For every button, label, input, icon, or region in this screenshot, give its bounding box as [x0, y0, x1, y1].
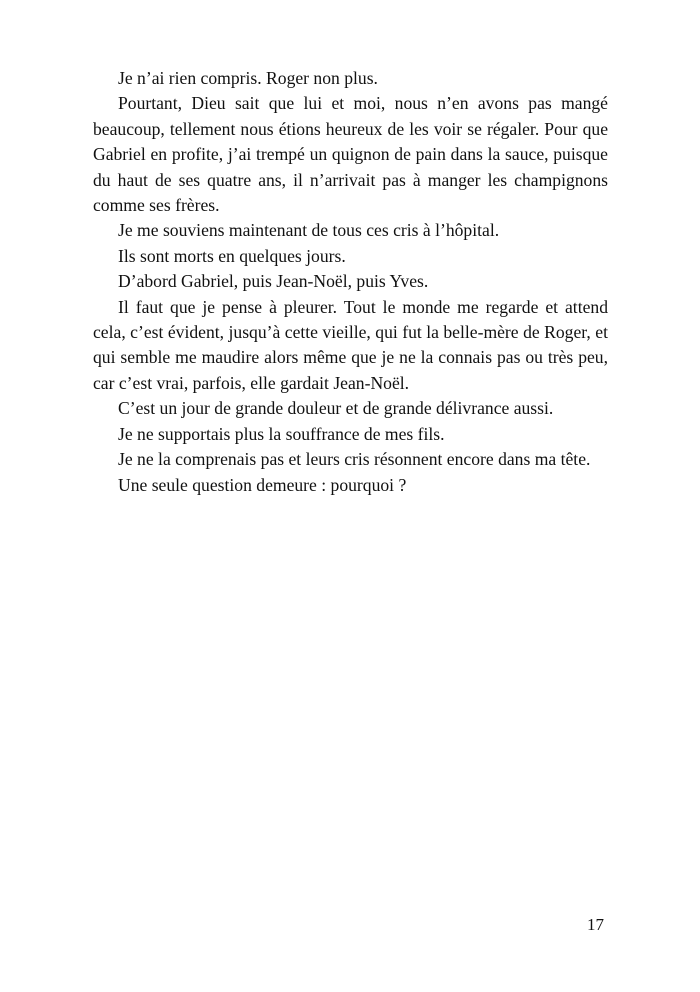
page-number: 17 [587, 915, 604, 934]
body-text [93, 66, 608, 498]
paragraph: Ils sont morts en quelques jours. [118, 245, 346, 266]
paragraph: Je ne la comprenais pas et leurs cris résonnent encore dans ma tête. [118, 449, 591, 470]
paragraph: Je me souviens maintenant de tous ces cris à l’hôpital. [118, 220, 500, 241]
paragraph: D’abord Gabriel, puis Jean-Noël, puis Yves. [118, 271, 429, 292]
paragraph: Je ne supportais plus la souffrance de mes fils. [118, 423, 445, 444]
paragraph: C’est un jour de grande douleur et de grande délivrance aussi. [118, 398, 554, 419]
paragraph: Il faut que je pense à pleurer. Tout le monde me regarde et attend cela, c’est évident, jusqu’à cette vieille, qui fut la belle-mère de Roger, et qui semble me maudire alors même que je ne la connais pas ou très peu, car c’est vrai, parfois, elle gardait Jean-Noël. [93, 296, 608, 393]
paragraph: Je n’ai rien compris. Roger non plus. [118, 68, 378, 88]
paragraph: Pourtant, Dieu sait que lui et moi, nous n’en avons pas mangé beaucoup, tellement nous étions heureux de les voir se régaler. Pour que Gabriel en profite, j’ai trempé un quignon de pain dans la sauce, puisque du haut de ses quatre ans, il n’arrivait pas à manger les champignons comme ses frères. [93, 93, 608, 216]
paragraph: Une seule question demeure : pourquoi ? [118, 474, 407, 495]
